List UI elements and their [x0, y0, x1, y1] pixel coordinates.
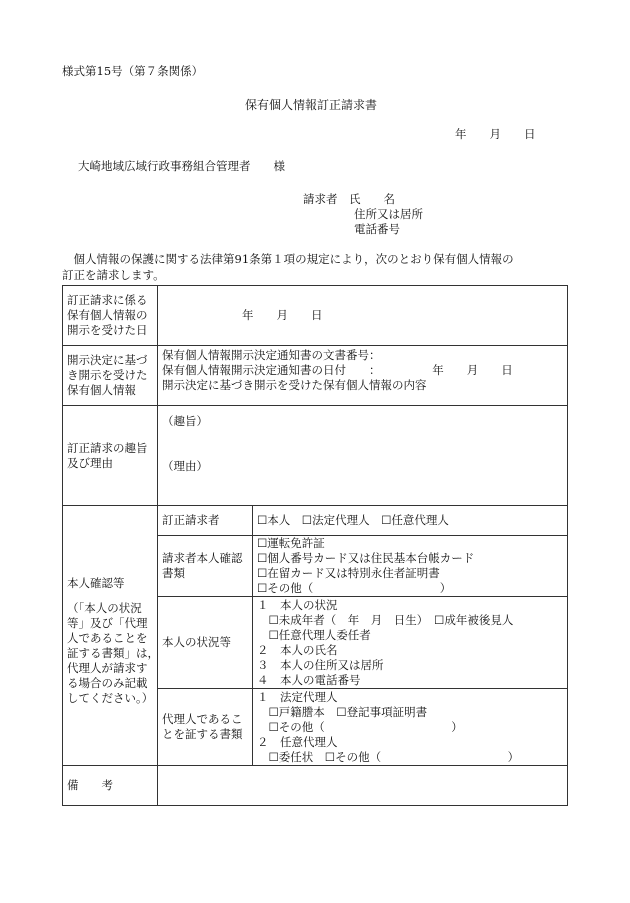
checkbox-drivers-license[interactable]: ☐運転免許証: [257, 536, 325, 550]
label-line: 訂正請求の趣旨: [67, 440, 148, 455]
label-cell: [63, 406, 158, 506]
requester-name-label: 請求者 氏 名: [303, 192, 395, 206]
label-line: 及び理由: [67, 455, 113, 470]
document-number-label: 保有個人情報開示決定通知書の文書番号：: [162, 348, 381, 362]
id-docs-checkboxes[interactable]: [253, 536, 568, 597]
label-line: とを証する書類: [162, 727, 243, 741]
note-line: 等」及び「代理: [67, 615, 148, 630]
row-remarks: [63, 766, 568, 806]
identity-label-cell: [63, 506, 158, 766]
disclosure-date-field[interactable]: 年 月 日: [158, 286, 568, 346]
checkbox-other[interactable]: ☐その他（ ）: [257, 719, 463, 734]
row-disclosed-info: [63, 346, 568, 406]
requester-address-label: 住所又は居所: [354, 207, 423, 221]
request-date: 年 月 日: [455, 127, 536, 141]
purpose-label: （趣旨）: [162, 414, 208, 428]
status-field[interactable]: [253, 597, 568, 689]
requester-type-checkboxes[interactable]: ☐本人 ☐法定代理人 ☐任意代理人: [253, 506, 568, 536]
label-line: 保有個人情報の: [67, 308, 148, 322]
status-line: ３ 本人の住所又は居所: [257, 657, 384, 672]
agent-docs-field[interactable]: [253, 689, 568, 766]
checkbox-other[interactable]: ☐その他（ ）: [257, 581, 452, 595]
checkbox-my-number-card[interactable]: ☐個人番号カード又は住民基本台帳カード: [257, 551, 475, 565]
form-number: 様式第15号（第７条関係）: [62, 64, 204, 78]
remarks-label: 備 考: [63, 766, 158, 806]
checkbox-minor-adult-guardian[interactable]: ☐未成年者（ 年 月 日生） ☐成年被後見人: [257, 612, 514, 627]
row-reason: [63, 406, 568, 506]
label-cell: [158, 536, 253, 597]
addressee: 大崎地域広域行政事務組合管理者 様: [78, 159, 285, 173]
status-line: １ 本人の状況: [257, 597, 338, 612]
spacer: [67, 591, 153, 601]
row-disclosure-date: [63, 286, 568, 346]
label-line: 書類: [162, 566, 185, 580]
status-line: ２ 本人の氏名: [257, 642, 338, 657]
label-line: 代理人であるこ: [162, 712, 243, 726]
note-line: してください。）: [67, 690, 154, 705]
info-content-label: 開示決定に基づき開示を受けた保有個人情報の内容: [162, 378, 427, 392]
label-line: 開示を受けた日: [67, 323, 148, 337]
intro-line-1: 個人情報の保護に関する法律第91条第１項の規定により，次のとおり保有個人情報の: [62, 252, 514, 266]
note-line: 人であることを: [67, 630, 148, 645]
notice-date-label: 保有個人情報開示決定通知書の日付 ： 年 月 日: [162, 363, 513, 377]
requester-phone-label: 電話番号: [354, 222, 400, 236]
label-cell: [63, 286, 158, 346]
reason-field[interactable]: [158, 406, 568, 506]
reason-label: （理由）: [162, 459, 208, 473]
note-line: 代理人が請求す: [67, 660, 148, 675]
row-requester-type: [63, 506, 568, 536]
label-line: 訂正請求に係る: [67, 293, 148, 307]
label-line: き開示を受けた: [67, 368, 148, 382]
note-line: （「本人の状況: [67, 600, 142, 615]
requester-type-label: 訂正請求者: [158, 506, 253, 536]
intro-line-2: 訂正を請求します。: [62, 268, 165, 282]
disclosed-info-field[interactable]: [158, 346, 568, 406]
note-line: 証する書類」は，: [67, 645, 159, 660]
checkbox-principal[interactable]: ☐任意代理人委任者: [257, 627, 371, 642]
agent-line: ２ 任意代理人: [257, 734, 338, 749]
label-cell: [63, 346, 158, 406]
note-line: る場合のみ記載: [67, 675, 148, 690]
label-line: 請求者本人確認: [162, 551, 243, 565]
request-form-table: [62, 285, 568, 806]
checkbox-residence-card[interactable]: ☐在留カード又は特別永住者証明書: [257, 566, 440, 580]
agent-line: １ 法定代理人: [257, 689, 338, 704]
identity-label: 本人確認等: [67, 575, 125, 590]
checkbox-power-of-attorney[interactable]: ☐委任状 ☐その他（ ）: [257, 749, 520, 764]
status-line: ４ 本人の電話番号: [257, 672, 361, 687]
label-cell: [158, 689, 253, 766]
label-line: 開示決定に基づ: [67, 353, 148, 367]
checkbox-family-register[interactable]: ☐戸籍謄本 ☐登記事項証明書: [257, 704, 428, 719]
page-title: 保有個人情報訂正請求書: [245, 98, 378, 112]
status-label: 本人の状況等: [158, 597, 253, 689]
remarks-field[interactable]: [158, 766, 568, 806]
label-line: 保有個人情報: [67, 383, 136, 397]
